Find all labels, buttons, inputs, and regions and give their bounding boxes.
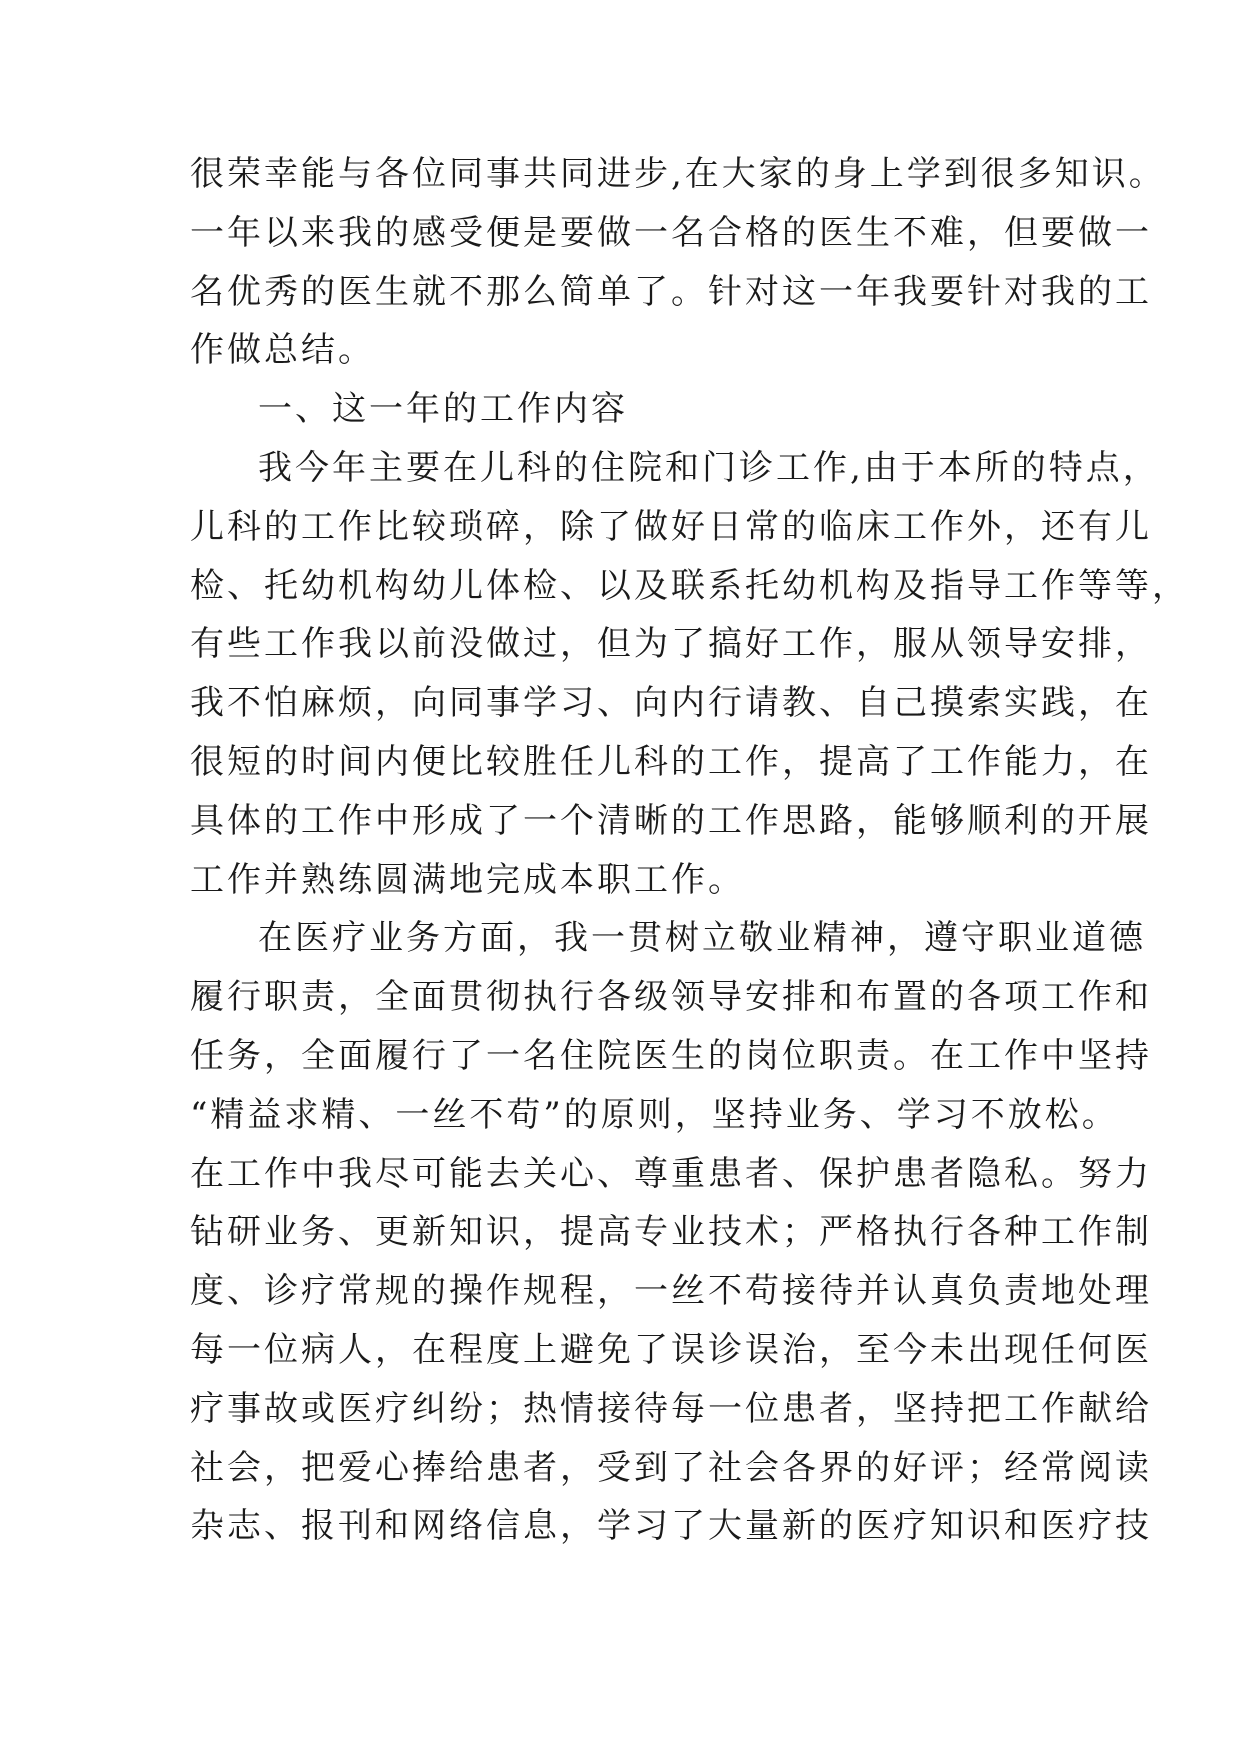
text-line: 很短的时间内便比较胜任儿科的工作，提高了工作能力，在 (190, 741, 1152, 782)
text-line: 社会，把爱心捧给患者，受到了社会各界的好评；经常阅读 (190, 1447, 1152, 1488)
text-line: 有些工作我以前没做过，但为了搞好工作，服从领导安排， (190, 624, 1152, 665)
text-line: 杂志、报刊和网络信息，学习了大量新的医疗知识和医疗技 (190, 1506, 1152, 1547)
section-heading: 一、这一年的工作内容 (258, 389, 628, 430)
text-line: 任务，全面履行了一名住院医生的岗位职责。在工作中坚持 (190, 1035, 1152, 1076)
text-line: “精益求精、一丝不苟”的原则，坚持业务、学习不放松。 (190, 1094, 1119, 1135)
text-line: 名优秀的医生就不那么简单了。针对这一年我要针对我的工 (190, 271, 1152, 312)
text-line: 一年以来我的感受便是要做一名合格的医生不难，但要做一 (190, 212, 1152, 253)
text-line: 履行职责，全面贯彻执行各级领导安排和布置的各项工作和 (190, 977, 1152, 1018)
document-body (190, 145, 1189, 1556)
text-line: 检、托幼机构幼儿体检、以及联系托幼机构及指导工作等等， (190, 565, 1189, 606)
paragraph-first-line: 我今年主要在儿科的住院和门诊工作,由于本所的特点， (258, 447, 1160, 488)
text-line: 儿科的工作比较琐碎，除了做好日常的临床工作外，还有儿 (190, 506, 1152, 547)
text-line: 度、诊疗常规的操作规程，一丝不苟接待并认真负责地处理 (190, 1271, 1152, 1312)
text-line: 我不怕麻烦，向同事学习、向内行请教、自己摸索实践，在 (190, 683, 1152, 724)
text-line: 钻研业务、更新知识，提高专业技术；严格执行各种工作制 (190, 1212, 1152, 1253)
text-line: 具体的工作中形成了一个清晰的工作思路，能够顺利的开展 (190, 800, 1152, 841)
text-line: 每一位病人，在程度上避免了误诊误治，至今未出现任何医 (190, 1329, 1152, 1370)
text-line: 工作并熟练圆满地完成本职工作。 (190, 859, 745, 900)
text-line: 作做总结。 (190, 330, 375, 371)
paragraph-first-line: 在医疗业务方面，我一贯树立敬业精神，遵守职业道德 (258, 918, 1146, 959)
text-line: 疗事故或医疗纠纷；热情接待每一位患者，坚持把工作献给 (190, 1388, 1152, 1429)
text-line: 很荣幸能与各位同事共同进步,在大家的身上学到很多知识。 (190, 154, 1166, 194)
text-line: 在工作中我尽可能去关心、尊重患者、保护患者隐私。努力 (190, 1153, 1152, 1194)
